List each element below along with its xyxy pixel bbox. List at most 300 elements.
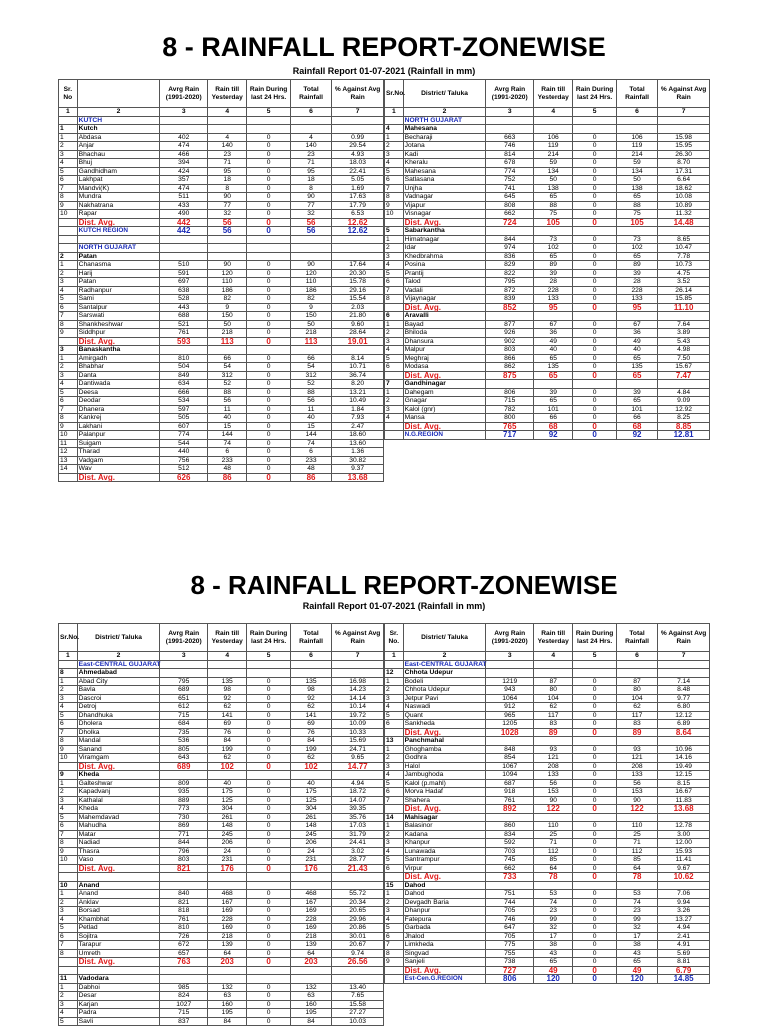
rain-24h-cell: 0: [247, 958, 290, 967]
taluka-cell: Kheda: [77, 805, 160, 814]
total-rainfall-header: Total Rainfall: [290, 624, 331, 652]
spacer-row: [59, 873, 384, 882]
total-rainfall-cell: 62: [290, 703, 331, 712]
table-row: [385, 295, 710, 304]
total-rainfall-cell: [290, 873, 331, 882]
total-rainfall-cell: 153: [616, 788, 657, 797]
avg-rain-cell: 666: [160, 388, 208, 397]
taluka-cell: 2: [403, 652, 486, 661]
pct-against-avg-cell: 12.78: [658, 822, 710, 831]
rain-till-yesterday-cell: 49: [534, 337, 573, 346]
rainfall-table-right: [384, 623, 710, 984]
pct-against-avg-cell: 31.79: [332, 830, 384, 839]
sr-no-cell: 1: [385, 388, 404, 397]
rain-24h-cell: 0: [573, 958, 616, 967]
rain-24h-cell: 0: [573, 431, 616, 440]
taluka-cell: Becharaji: [403, 133, 486, 142]
table-row: [59, 269, 384, 278]
page-title: 8 - RAINFALL REPORT-ZONEWISE: [190, 570, 618, 600]
rain-24h-cell: 0: [573, 218, 616, 227]
rain-24h-cell: 0: [247, 686, 290, 695]
total-rainfall-cell: 63: [290, 992, 331, 1001]
avg-rain-cell: 3: [486, 108, 534, 117]
total-rainfall-cell: [616, 116, 657, 125]
avg-rain-cell: 591: [160, 269, 208, 278]
sr-no-cell: 10: [385, 210, 404, 219]
avg-rain-cell: 521: [160, 320, 208, 329]
rain-till-yesterday-cell: 186: [208, 286, 247, 295]
taluka-cell: Harij: [77, 269, 160, 278]
avg-rain-cell: 612: [160, 703, 208, 712]
table-row: [385, 686, 710, 695]
rain-24h-cell: 0: [573, 150, 616, 159]
sr-no-cell: 10: [59, 856, 78, 865]
rain-24h-cell: 0: [247, 218, 290, 227]
total-rainfall-cell: 133: [616, 771, 657, 780]
avg-rain-cell: 746: [486, 915, 534, 924]
pct-against-avg-cell: 9.77: [658, 694, 710, 703]
taluka-cell: Dist. Avg.: [77, 473, 160, 482]
avg-rain-cell: 689: [160, 762, 208, 771]
total-rainfall-cell: 87: [616, 677, 657, 686]
total-rainfall-cell: 64: [290, 949, 331, 958]
spacer-row: [59, 235, 384, 244]
sr-no-cell: 6: [385, 363, 404, 372]
avg-rain-cell: 974: [486, 244, 534, 253]
taluka-cell: Khambhat: [77, 915, 160, 924]
taluka-cell: Dist. Avg.: [77, 762, 160, 771]
rain-24h-cell: 0: [573, 201, 616, 210]
pct-against-avg-cell: 17.64: [332, 261, 384, 270]
rain-24h-cell: 0: [573, 694, 616, 703]
rain-till-yesterday-cell: 56: [208, 397, 247, 406]
sr-no-cell: 3: [59, 371, 78, 380]
total-rainfall-cell: [616, 227, 657, 236]
avg-rain-cell: 544: [160, 439, 208, 448]
pct-against-avg-cell: 9.60: [332, 320, 384, 329]
table-row: [385, 856, 710, 865]
avg-rain-cell: 442: [160, 227, 208, 236]
table-row: [385, 142, 710, 151]
rain-24h-cell: 0: [247, 278, 290, 287]
rain-till-yesterday-cell: 56: [208, 227, 247, 236]
sr-no-cell: [385, 805, 404, 814]
rain-24h-cell: 0: [573, 720, 616, 729]
header-row: [59, 624, 384, 652]
rainfall-table-left: [58, 623, 384, 1026]
pct-against-avg-cell: [332, 771, 384, 780]
taluka-cell: Ahmedabad: [77, 669, 160, 678]
pct-against-avg-cell: 4.84: [658, 388, 710, 397]
pct-against-avg-cell: [332, 346, 384, 355]
rain-till-yesterday-cell: 65: [534, 354, 573, 363]
avg-rain-cell: 829: [486, 261, 534, 270]
avg-rain-cell: [486, 125, 534, 134]
rain-till-yesterday-cell: 76: [208, 728, 247, 737]
rain-till-yesterday-cell: 71: [534, 839, 573, 848]
sr-no-cell: 1: [385, 890, 404, 899]
region-total-row: [385, 431, 710, 440]
sr-no-cell: 11: [59, 975, 78, 984]
rain-till-yesterday-cell: [208, 873, 247, 882]
avg-rain-cell: [160, 235, 208, 244]
pct-against-avg-cell: 20.65: [332, 907, 384, 916]
avg-rain-header: Avrg Rain (1991-2020): [486, 624, 534, 652]
avg-rain-cell: 733: [486, 873, 534, 882]
rain-till-yesterday-cell: [534, 881, 573, 890]
sr-no-cell: 2: [59, 142, 78, 151]
sr-no-cell: 10: [59, 431, 78, 440]
sr-no-header: Sr. No: [59, 80, 78, 108]
total-rainfall-cell: 214: [616, 150, 657, 159]
total-rainfall-cell: 135: [616, 363, 657, 372]
total-rainfall-cell: 89: [616, 261, 657, 270]
pct-against-avg-cell: 12.62: [332, 218, 384, 227]
taluka-cell: Vadodara: [77, 975, 160, 984]
avg-rain-cell: 726: [160, 932, 208, 941]
sr-no-cell: 11: [59, 439, 78, 448]
rain-24h-cell: 0: [247, 227, 290, 236]
rain-24h-cell: [247, 346, 290, 355]
rain-24h-cell: 0: [573, 941, 616, 950]
pct-against-avg-cell: 18.03: [332, 159, 384, 168]
avg-rain-cell: 511: [160, 193, 208, 202]
table-row: [59, 813, 384, 822]
sr-no-cell: [385, 303, 404, 312]
taluka-cell: Radhanpur: [77, 286, 160, 295]
total-rainfall-cell: 11: [290, 405, 331, 414]
table-row: [385, 711, 710, 720]
rain-24h-cell: 0: [247, 312, 290, 321]
taluka-cell: Desar: [77, 992, 160, 1001]
taluka-cell: Khanpur: [403, 839, 486, 848]
total-rainfall-cell: 139: [290, 941, 331, 950]
taluka-cell: Abdasa: [77, 133, 160, 142]
sr-no-cell: 8: [59, 669, 78, 678]
total-rainfall-cell: 66: [616, 414, 657, 423]
pct-against-avg-cell: [332, 235, 384, 244]
sr-no-cell: 3: [59, 796, 78, 805]
rain-till-yesterday-cell: 304: [208, 805, 247, 814]
rain-till-yesterday-cell: [534, 660, 573, 669]
sr-no-cell: 4: [59, 380, 78, 389]
taluka-cell: Kadana: [403, 830, 486, 839]
avg-rain-cell: 746: [486, 142, 534, 151]
sr-no-cell: 2: [385, 244, 404, 253]
taluka-cell: Dhandhuka: [77, 711, 160, 720]
table-row: [385, 745, 710, 754]
pct-against-avg-cell: 10.14: [332, 703, 384, 712]
taluka-cell: Galteshwar: [77, 779, 160, 788]
sr-no-cell: 7: [59, 728, 78, 737]
rain-till-yesterday-cell: 23: [534, 907, 573, 916]
taluka-cell: Mandvi(K): [77, 184, 160, 193]
taluka-cell: Chanasma: [77, 261, 160, 270]
pct-against-avg-cell: 7.93: [332, 414, 384, 423]
total-rainfall-cell: 6: [290, 108, 331, 117]
rain-24h-cell: 0: [247, 371, 290, 380]
avg-rain-cell: 935: [160, 788, 208, 797]
rain-till-yesterday-cell: 48: [208, 465, 247, 474]
rain-till-yesterday-cell: [534, 669, 573, 678]
rain-24h-cell: [247, 125, 290, 134]
rain-till-yesterday-cell: 4: [534, 108, 573, 117]
pct-against-avg-cell: 13.68: [332, 473, 384, 482]
table-row: [59, 694, 384, 703]
pct-against-avg-cell: 30.82: [332, 456, 384, 465]
rain-24h-cell: 0: [573, 762, 616, 771]
rain-till-yesterday-cell: 4: [208, 652, 247, 661]
taluka-cell: Posina: [403, 261, 486, 270]
taluka-cell: Anand: [77, 890, 160, 899]
taluka-cell: Chhota Udepur: [403, 669, 486, 678]
rain-till-yesterday-cell: 106: [534, 133, 573, 142]
district-average-row: [59, 337, 384, 346]
rain-till-yesterday-cell: 56: [534, 779, 573, 788]
total-rainfall-cell: 82: [290, 295, 331, 304]
sr-no-cell: [385, 660, 404, 669]
sr-no-cell: [385, 218, 404, 227]
rain-24h-cell: 0: [247, 754, 290, 763]
sr-no-cell: [59, 244, 78, 253]
rain-till-yesterday-cell: 40: [534, 346, 573, 355]
avg-rain-cell: [486, 737, 534, 746]
rain-till-yesterday-cell: 133: [534, 771, 573, 780]
total-rainfall-cell: 43: [616, 949, 657, 958]
avg-rain-cell: 715: [486, 397, 534, 406]
rain-24h-cell: 0: [573, 176, 616, 185]
sr-no-cell: 2: [385, 898, 404, 907]
sr-no-cell: 3: [59, 907, 78, 916]
avg-rain-cell: 837: [160, 1017, 208, 1026]
rain-till-yesterday-cell: 95: [534, 303, 573, 312]
sr-no-cell: 9: [59, 745, 78, 754]
avg-rain-cell: 528: [160, 295, 208, 304]
taluka-cell: Bavla: [77, 686, 160, 695]
rain-24h-cell: 0: [573, 142, 616, 151]
sr-no-cell: 4: [385, 159, 404, 168]
rain-till-yesterday-cell: [208, 975, 247, 984]
total-rainfall-cell: 206: [290, 839, 331, 848]
avg-rain-cell: 1064: [486, 694, 534, 703]
taluka-cell: Borsad: [77, 907, 160, 916]
rain-24h-cell: [247, 966, 290, 975]
taluka-cell: Panchmahal: [403, 737, 486, 746]
table-row: [59, 728, 384, 737]
total-rainfall-cell: 101: [616, 405, 657, 414]
district-average-row: [385, 805, 710, 814]
table-row: [59, 456, 384, 465]
rain-24h-cell: 0: [247, 924, 290, 933]
pct-against-avg-cell: 10.49: [332, 397, 384, 406]
rain-24h-cell: 0: [247, 856, 290, 865]
total-rainfall-cell: 50: [290, 320, 331, 329]
rainfall-table-left: [58, 79, 384, 482]
pct-against-avg-cell: 15.98: [658, 133, 710, 142]
pct-against-avg-cell: 13.21: [332, 388, 384, 397]
rain-24h-cell: 0: [247, 363, 290, 372]
rain-till-yesterday-cell: 49: [534, 966, 573, 975]
rain-till-yesterday-cell: 120: [534, 975, 573, 984]
sr-no-cell: 7: [385, 796, 404, 805]
pct-against-avg-cell: 9.65: [332, 754, 384, 763]
table-row: [59, 779, 384, 788]
table-row: [385, 176, 710, 185]
avg-rain-cell: 442: [160, 218, 208, 227]
total-rainfall-cell: 56: [290, 397, 331, 406]
avg-rain-cell: 877: [486, 320, 534, 329]
total-rainfall-cell: 90: [290, 193, 331, 202]
taluka-cell: N.G.REGION: [403, 431, 486, 440]
rain-24h-cell: 0: [247, 465, 290, 474]
rain-till-yesterday-cell: 39: [534, 388, 573, 397]
avg-rain-cell: 902: [486, 337, 534, 346]
taluka-cell: East-CENTRAL GUJARAT: [78, 660, 161, 668]
pct-against-avg-cell: 15.67: [658, 363, 710, 372]
sr-no-cell: 5: [59, 813, 78, 822]
sr-no-cell: 6: [59, 822, 78, 831]
total-rainfall-cell: 23: [290, 150, 331, 159]
rain-till-yesterday-cell: 90: [208, 261, 247, 270]
avg-rain-cell: 505: [160, 414, 208, 423]
pct-against-avg-cell: 5.43: [658, 337, 710, 346]
taluka-cell: Dahegam: [403, 388, 486, 397]
total-rainfall-cell: [290, 244, 331, 253]
taluka-cell: Quant: [403, 711, 486, 720]
avg-rain-cell: 715: [160, 1009, 208, 1018]
avg-rain-cell: 738: [486, 958, 534, 967]
pct-against-avg-cell: 7.65: [332, 992, 384, 1001]
taluka-cell: KUTCH REGION: [77, 227, 160, 236]
rain-till-yesterday-cell: 112: [534, 847, 573, 856]
total-rainfall-cell: 84: [290, 1017, 331, 1026]
total-rainfall-cell: 102: [616, 244, 657, 253]
rain-till-yesterday-cell: 468: [208, 890, 247, 899]
sr-no-cell: 7: [59, 405, 78, 414]
avg-rain-cell: 836: [486, 252, 534, 261]
pct-against-avg-cell: 7.64: [658, 320, 710, 329]
rain-24h-cell: 0: [573, 371, 616, 380]
avg-rain-cell: 796: [160, 847, 208, 856]
avg-rain-cell: [160, 244, 208, 253]
pct-against-avg-cell: 3.00: [658, 830, 710, 839]
rain-till-yesterday-cell: 50: [208, 320, 247, 329]
avg-rain-cell: 402: [160, 133, 208, 142]
rain-24h-cell: 0: [573, 864, 616, 873]
table-row: [59, 363, 384, 372]
total-rainfall-cell: 52: [290, 380, 331, 389]
rain-till-yesterday-header: Rain till Yesterday: [534, 80, 573, 108]
pct-against-avg-cell: 8.15: [658, 779, 710, 788]
table-row: [59, 830, 384, 839]
avg-rain-cell: 889: [160, 796, 208, 805]
pct-against-avg-header: % Against Avg Rain: [658, 80, 710, 108]
pct-against-avg-cell: 10.62: [658, 873, 710, 882]
sr-no-cell: 5: [385, 227, 404, 236]
rain-till-yesterday-cell: 119: [534, 142, 573, 151]
taluka-cell: Kheralu: [403, 159, 486, 168]
avg-rain-cell: 703: [486, 847, 534, 856]
table-row: [385, 193, 710, 202]
avg-rain-cell: 805: [160, 745, 208, 754]
avg-rain-cell: 1067: [486, 762, 534, 771]
rain-till-yesterday-cell: 133: [534, 295, 573, 304]
sr-no-cell: 1: [59, 125, 78, 134]
rain-24h-cell: 0: [247, 839, 290, 848]
pct-against-avg-cell: 4.94: [658, 924, 710, 933]
sr-no-cell: 3: [59, 346, 78, 355]
rain-till-yesterday-cell: 104: [534, 694, 573, 703]
rain-till-yesterday-cell: [208, 125, 247, 134]
taluka-cell: Mandal: [77, 737, 160, 746]
avg-rain-cell: 872: [486, 286, 534, 295]
total-rainfall-cell: [290, 125, 331, 134]
rain-till-yesterday-cell: 231: [208, 856, 247, 865]
pct-against-avg-cell: 9.09: [658, 397, 710, 406]
total-rainfall-cell: 32: [290, 210, 331, 219]
rain-till-yesterday-cell: 56: [208, 218, 247, 227]
sr-no-cell: 1: [59, 779, 78, 788]
pct-against-avg-cell: 13.27: [658, 915, 710, 924]
table-row: [59, 1000, 384, 1009]
rain-24h-cell: 0: [573, 337, 616, 346]
rain-24h-cell: 0: [247, 176, 290, 185]
rain-24h-cell: 0: [247, 414, 290, 423]
pct-against-avg-cell: 10.89: [658, 201, 710, 210]
pct-against-avg-cell: 7.06: [658, 890, 710, 899]
district-row: [385, 125, 710, 134]
header-row: [59, 80, 384, 108]
table-row: [59, 711, 384, 720]
rain-till-yesterday-cell: 84: [208, 1017, 247, 1026]
taluka-cell: Unjha: [403, 184, 486, 193]
district-average-row: [385, 873, 710, 882]
total-rainfall-cell: 15: [290, 422, 331, 431]
total-rainfall-header: Total Rainfall: [616, 624, 657, 652]
avg-rain-cell: 803: [486, 346, 534, 355]
pct-against-avg-cell: [332, 669, 384, 678]
rain-till-yesterday-cell: 122: [534, 805, 573, 814]
rain-24h-cell: 0: [247, 456, 290, 465]
total-rainfall-cell: 77: [290, 201, 331, 210]
pct-against-avg-cell: 10.08: [658, 193, 710, 202]
sr-no-cell: 1: [385, 108, 404, 117]
total-rainfall-cell: 117: [616, 711, 657, 720]
avg-rain-cell: [486, 669, 534, 678]
avg-rain-cell: 771: [160, 830, 208, 839]
table-row: [59, 159, 384, 168]
rain-till-yesterday-cell: 40: [208, 779, 247, 788]
district-row: [385, 669, 710, 678]
rain-till-yesterday-cell: 140: [208, 142, 247, 151]
taluka-cell: Amirgadh: [77, 354, 160, 363]
rain-24h-cell: 0: [247, 779, 290, 788]
pct-against-avg-cell: 36.74: [332, 371, 384, 380]
taluka-cell: Ghoghamba: [403, 745, 486, 754]
sr-no-cell: 3: [385, 405, 404, 414]
total-rainfall-cell: 38: [616, 941, 657, 950]
total-rainfall-cell: 93: [616, 745, 657, 754]
total-rainfall-cell: 175: [290, 788, 331, 797]
total-rainfall-cell: 40: [290, 414, 331, 423]
pct-against-avg-cell: 10.03: [332, 1017, 384, 1026]
rain-24h-cell: 0: [247, 1009, 290, 1018]
taluka-cell: Mahesana: [403, 167, 486, 176]
avg-rain-header: Avrg Rain (1991-2020): [160, 80, 208, 108]
district-row: [59, 346, 384, 355]
total-rainfall-cell: 140: [290, 142, 331, 151]
avg-rain-cell: 634: [160, 380, 208, 389]
